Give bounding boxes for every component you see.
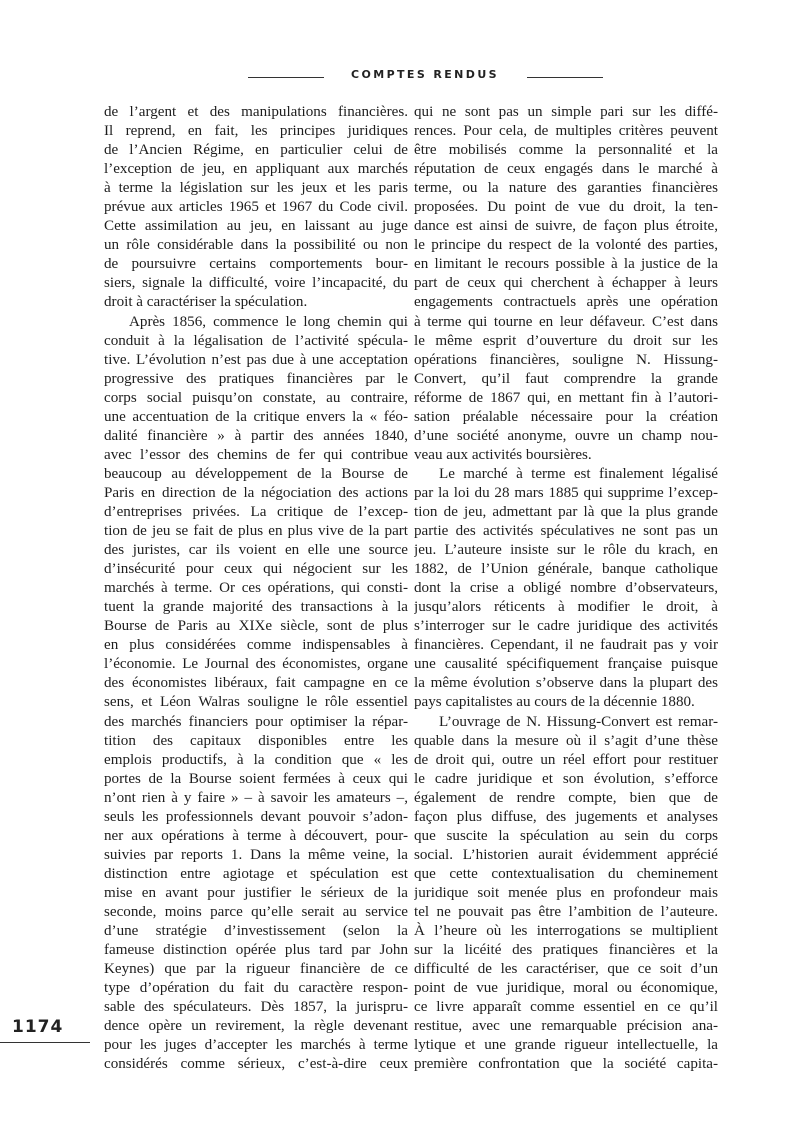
text-line: dence opère un revirement, la règle devenant <box>104 1018 408 1035</box>
text-line: corps social puisqu’on constate, au contraire, <box>104 389 408 406</box>
text-line: tive. L’évolution n’est pas due à une acceptation <box>104 351 408 368</box>
text-line: sur la licéité des pratiques financières et la <box>414 942 718 959</box>
page-number-block <box>0 1017 90 1043</box>
text-line: partie des activités spéculatives ne sont pas un <box>414 523 718 540</box>
text-line: point de vue juridique, moral ou économique, <box>414 980 718 997</box>
header-rule-right <box>527 77 603 78</box>
text-line: fameuse distinction opérée plus tard par John <box>104 942 408 959</box>
text-line: en plus considérées comme indispensables à <box>104 637 408 654</box>
text-line: financières. Cependant, il ne faudrait pas y voir <box>414 637 718 654</box>
text-line: 1882, de l’Union générale, banque catholique <box>414 561 718 578</box>
text-line: type d’opération du fait du caractère respon- <box>104 980 408 997</box>
text-line: de droit qui, outre un réel effort pour restituer <box>414 751 718 768</box>
text-line: d’une société anonyme, ouvre un champ nou- <box>414 427 718 444</box>
text-line: le principe du respect de la volonté des parties, <box>414 237 718 254</box>
text-line: de l’Ancien Régime, en particulier celui de <box>104 142 408 159</box>
text-line: À l’heure où les interrogations se multiplient <box>414 923 718 940</box>
text-line: de poursuivre certains comportements bour- <box>104 256 408 273</box>
text-line: lytique et une grande rigueur intellectuelle, la <box>414 1037 718 1054</box>
text-line: emplois productifs, à la condition que « les <box>104 751 408 768</box>
text-line: Le marché à terme est finalement légalisé <box>439 465 718 482</box>
text-line: L’ouvrage de N. Hissung-Convert est remar- <box>439 713 718 730</box>
header-rule-left <box>248 77 324 78</box>
text-line: Il reprend, en fait, les principes juridiques <box>104 123 408 140</box>
text-line: siers, signale la difficulté, voire l’incapacité, du <box>104 275 408 292</box>
text-line: conduit à la légalisation de l’activité spécula- <box>104 332 408 349</box>
text-line: des économistes libéraux, fait campagne en ce <box>104 675 408 692</box>
text-line: opérations financières, souligne N. Hissung- <box>414 351 718 368</box>
text-line: droit à caractériser la spéculation. <box>104 294 308 311</box>
text-line: mise en avant pour justifier le sérieux de la <box>104 884 408 901</box>
text-line: tel ne pouvait pas être l’ambition de l’auteure. <box>414 903 718 920</box>
text-line: ce livre apparaît comme essentiel en ce qu’il <box>414 999 718 1016</box>
text-line: suivies par reports 1. Dans la même veine, la <box>104 846 408 863</box>
text-line: dont la crise a obligé nombre d’observateurs, <box>414 580 718 597</box>
text-line: marchés à terme. Or ces opérations, qui consti- <box>104 580 408 597</box>
text-line: prévue aux articles 1965 et 1967 du Code civil. <box>104 199 408 216</box>
text-line: s’interroger sur le cadre juridique des activités <box>414 618 718 635</box>
text-line: en limitant le recours possible à la justice de la <box>414 256 718 273</box>
text-line: distinction entre agiotage et spéculation est <box>104 865 408 882</box>
text-line: de l’argent et des manipulations financières. <box>104 104 408 120</box>
text-line: portes de la Bourse soient fermées à ceux qui <box>104 770 408 787</box>
text-line: difficulté de les caractériser, que ce soit d’un <box>414 961 718 978</box>
text-line: rences. Pour cela, de multiples critères peuvent <box>414 123 718 140</box>
text-line: beaucoup au développement de la Bourse de <box>104 465 408 482</box>
text-line: d’insécurité pour ceux qui négocient sur les <box>104 561 408 578</box>
text-line: d’une stratégie d’investissement (selon la <box>104 923 408 940</box>
text-line: social. L’historien aurait évidemment apprécié <box>414 846 718 863</box>
text-line: des juristes, car ils voient en elle une source <box>104 542 408 559</box>
text-line: réforme de 1867 qui, en mettant fin à l’autori- <box>414 389 718 406</box>
text-line: réputation de ceux engagés dans le marché à <box>414 161 718 178</box>
text-line: tuent la grande majorité des transactions à la <box>104 599 408 616</box>
text-line: seconde, moins parce qu’elle serait au service <box>104 903 408 920</box>
text-line: également de rendre compte, bien que de <box>414 789 718 806</box>
text-line: ner aux opérations à terme à découvert, pour- <box>104 827 408 844</box>
text-line: le même esprit d’ouverture du droit sur les <box>414 332 718 349</box>
text-line: la même évolution s’observe dans la plupart des <box>414 675 718 692</box>
text-line: à terme qui tourne en leur défaveur. C’est dans <box>414 313 718 330</box>
text-line: veau aux activités boursières. <box>414 446 592 463</box>
text-line: proposées. Du point de vue du droit, la ten- <box>414 199 718 216</box>
page-number-rule <box>0 1042 90 1043</box>
text-line: par la loi du 28 mars 1885 qui supprime l’excep- <box>414 484 718 501</box>
text-line: des marchés financiers pour optimiser la répar- <box>104 713 408 730</box>
text-line: n’ont rien à y faire » – à savoir les amateurs –, <box>104 789 408 806</box>
text-line: jusqu’alors réticents à modifier le droit, à <box>414 599 718 616</box>
text-line: Paris en direction de la négociation des actions <box>104 484 408 501</box>
text-line: un rôle considérable dans la possibilité ou non <box>104 237 408 254</box>
text-line: pays capitalistes au cours de la décennie 1880. <box>414 694 695 711</box>
running-header <box>0 68 800 88</box>
text-line: seuls les professionnels devant pouvoir s’adon- <box>104 808 408 825</box>
text-line: dance est ainsi de suivre, de façon plus étroite, <box>414 218 718 235</box>
text-line: considérés comme sérieux, c’est-à-dire ceux <box>104 1056 408 1073</box>
text-line: le cadre juridique et son évolution, s’efforce <box>414 770 718 787</box>
text-line: jeu. L’auteure insiste sur le rôle du krach, en <box>414 542 718 559</box>
text-line: une accentuation de la critique envers la « féo- <box>104 408 408 425</box>
text-line: première confrontation que la société capita- <box>414 1056 718 1073</box>
text-line: Keynes) que par la rigueur financière de ce <box>104 961 408 978</box>
text-line: d’entreprises privées. La critique de l’excep- <box>104 503 408 520</box>
text-line: Bourse de Paris au XIXe siècle, sont de plus <box>104 618 408 635</box>
text-line: à terme la législation sur les jeux et les paris <box>104 180 408 197</box>
text-line: une causalité spécifiquement française puisque <box>414 656 718 673</box>
text-line: quable dans la mesure où il s’agit d’une thèse <box>414 732 718 749</box>
text-line: qui ne sont pas un simple pari sur les diffé- <box>414 104 718 120</box>
text-line: être mobilisés comme la personnalité et la <box>414 142 718 159</box>
text-line: sable des spéculateurs. Dès 1857, la jurispru- <box>104 999 408 1016</box>
text-line: sens, et Léon Walras souligne le rôle essentiel <box>104 694 408 711</box>
text-line: Après 1856, commence le long chemin qui <box>129 313 408 330</box>
text-line: Cette assimilation au jeu, en laissant au juge <box>104 218 408 235</box>
text-line: que suscite la spéculation au sein du corps <box>414 827 718 844</box>
text-line: sation préalable nécessaire pour la création <box>414 408 718 425</box>
running-header-title: COMPTES RENDUS <box>351 68 499 81</box>
text-line: part de ceux qui cherchent à échapper à leurs <box>414 275 718 292</box>
text-line: restitue, avec une remarquable précision ana- <box>414 1018 718 1035</box>
text-line: que cette contextualisation du cheminement <box>414 865 718 882</box>
text-line: pour les juges d’accepter les marchés à terme <box>104 1037 408 1054</box>
text-line: juridique soit menée plus en profondeur mais <box>414 884 718 901</box>
text-column-left <box>104 103 408 1074</box>
text-line: avec l’essor des chemins de fer qui contribue <box>104 446 408 463</box>
text-line: façon plus diffuse, des jugements et analyses <box>414 808 718 825</box>
text-line: tition des capitaux disponibles entre les <box>104 732 408 749</box>
text-line: tion de jeu, admettant par là que la plus grande <box>414 503 718 520</box>
text-line: engagements contractuels après une opération <box>414 294 718 311</box>
text-line: Convert, qu’il faut comprendre la grande <box>414 370 718 387</box>
text-line: terme, ou la nature des garanties financières <box>414 180 718 197</box>
text-line: l’économie. Le Journal des économistes, organe <box>104 656 408 673</box>
text-line: tion de jeu se fait de plus en plus vive de la part <box>104 523 408 540</box>
text-line: progressive des pratiques financières par le <box>104 370 408 387</box>
text-column-right <box>414 103 718 1074</box>
text-line: dalité financière » à partir des années 1840, <box>104 427 408 444</box>
text-line: l’exception de jeu, en appliquant aux marchés <box>104 161 408 178</box>
page-number: 1174 <box>12 1017 64 1037</box>
